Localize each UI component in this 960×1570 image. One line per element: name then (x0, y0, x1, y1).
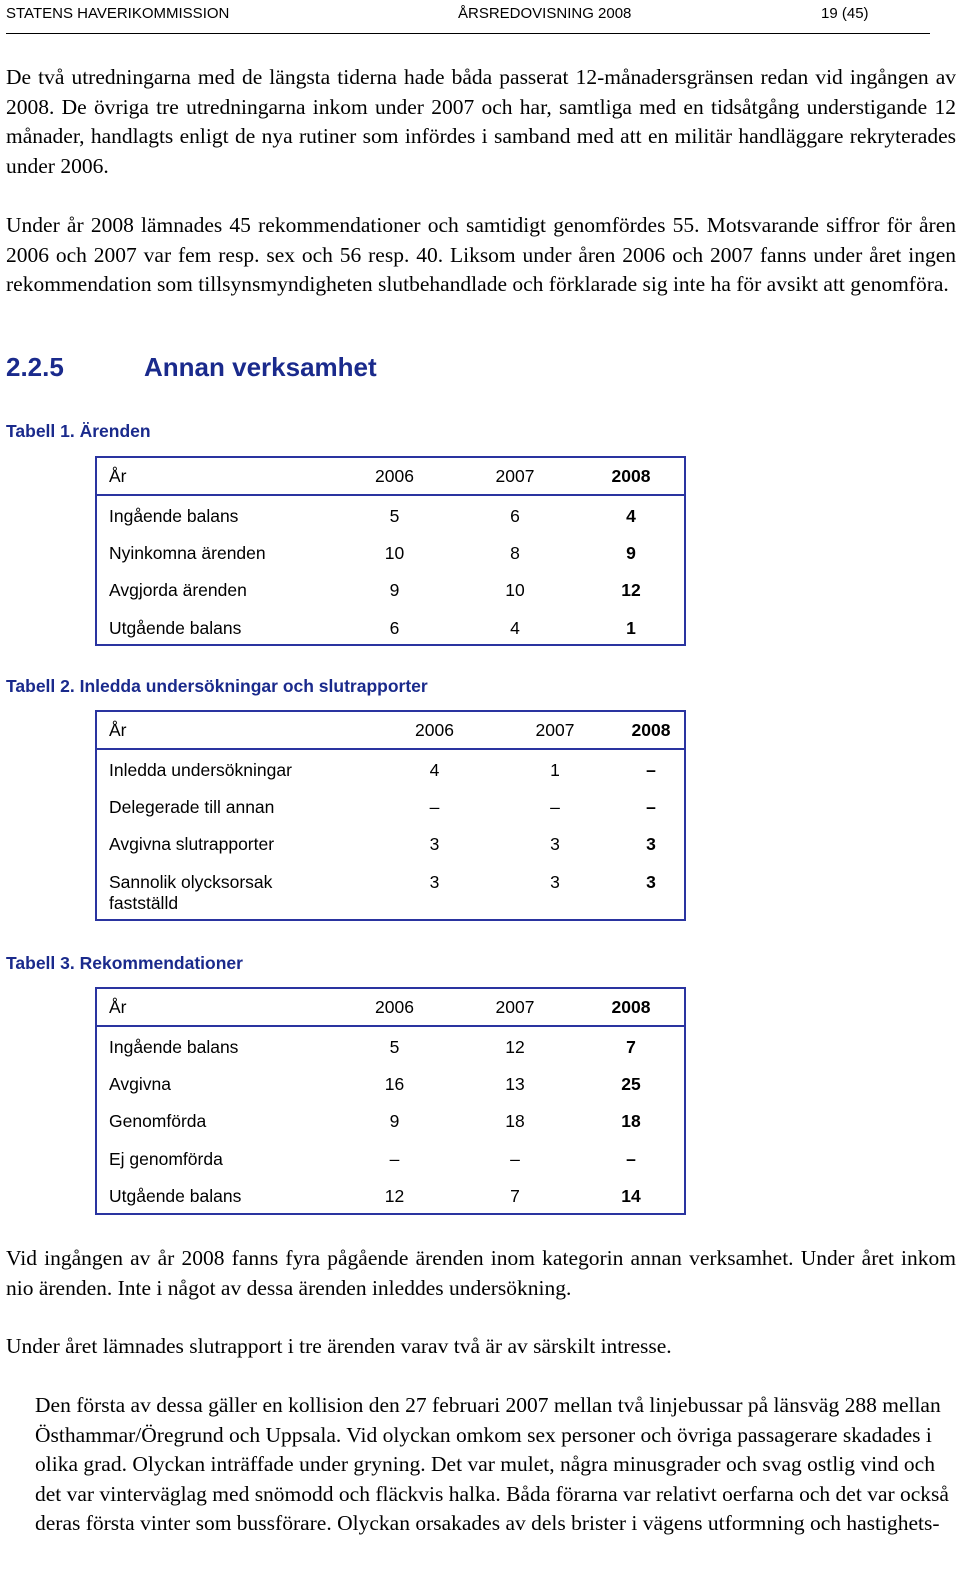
table-row (96, 862, 685, 920)
row-label: Ingående balans (109, 506, 239, 526)
header-cell: År (109, 465, 127, 486)
header-cell: 2008 (611, 996, 651, 1017)
table-row (96, 824, 685, 862)
table-cell: 8 (510, 542, 520, 563)
row-label: Ingående balans (109, 1037, 239, 1057)
header-cell: 2008 (611, 465, 651, 486)
header-cell: År (109, 996, 127, 1017)
table-cell: 3 (429, 871, 440, 892)
header-cell: 2006 (415, 719, 454, 740)
table-cell: 1 (626, 617, 636, 638)
paragraph-bus-collision: Den första av dessa gäller en kollision den 27 februari 2007 mellan två linjebussar på länsväg 288 mellan Östhammar/Öregrund och Uppsala. Vid olyckan omkom sex personer och övriga passagerare skadades i olika grad. Olyckan inträffade under gryning. Det var mulet, några minusgrader och svag ostlig vind och det var vinterväglag med snömodd och fläckvis halka. Båda förarna var relativt oerfarna och det var också deras första vinter som bussförare. Olyckan orsakades av dels brister i vägens utformning och hastighets- (35, 1393, 949, 1535)
table-cell: 13 (505, 1073, 525, 1094)
table-cell: 3 (646, 834, 656, 854)
row-label: Nyinkomna ärenden (109, 542, 266, 563)
row-label: Avgivna slutrapporter (109, 834, 275, 854)
table-cell: – (389, 1148, 400, 1169)
header-cell: 2006 (375, 465, 414, 486)
table-cell: 9 (389, 580, 400, 600)
table-cell: 3 (646, 871, 656, 892)
table-cell: 4 (626, 506, 636, 526)
table-row (96, 570, 685, 608)
header-organization: STATENS HAVERIKOMMISSION (6, 5, 230, 22)
table-cell: 3 (429, 834, 440, 854)
header-cell: 2007 (495, 996, 535, 1017)
table1-caption: Tabell 1. Ärenden (6, 421, 151, 441)
table-cell: 4 (429, 760, 440, 780)
table3-rekommendationer (95, 987, 686, 1215)
page-header (6, 3, 930, 34)
row-label: Inledda undersökningar (109, 760, 292, 780)
table-row (96, 608, 685, 646)
row-label: Genomförda (109, 1111, 207, 1131)
table-cell: 7 (626, 1037, 636, 1057)
table-cell: 5 (389, 1037, 400, 1057)
row-label: Ej genomförda (109, 1148, 223, 1169)
table-cell: 12 (384, 1186, 405, 1206)
row-label: Utgående balans (109, 1186, 242, 1206)
header-cell: 2007 (535, 719, 575, 740)
table-row (96, 749, 685, 787)
section-title: Annan verksamhet (144, 352, 377, 382)
table3-caption: Tabell 3. Rekommendationer (6, 953, 243, 973)
table-cell: 9 (626, 542, 636, 563)
table-cell: – (646, 760, 656, 780)
row-label: Avgjorda ärenden (109, 580, 247, 600)
header-page-number: 19 (45) (821, 5, 869, 22)
table-cell: – (646, 796, 656, 817)
table2-caption: Tabell 2. Inledda undersökningar och slutrapporter (6, 676, 428, 696)
paragraph-investigations: De två utredningarna med de längsta tiderna hade båda passerat 12-månadersgränsen redan vid ingången av 2008. De övriga tre utredningarna inkom under 2007 och har, samtliga med en tidsåtgång understigande 12 månader, handlagts enligt de nya rutiner som infördes i samband med att en militär handläggare rekryterades under 2006. (6, 65, 956, 178)
table-header-row (96, 988, 685, 1026)
section-number: 2.2.5 (6, 352, 64, 382)
table-cell: 3 (550, 871, 560, 892)
row-label: Sannolik olycksorsak fastställd (109, 871, 273, 913)
table-cell: 10 (505, 580, 525, 600)
table-cell: 12 (505, 1037, 525, 1057)
header-document-title: ÅRSREDOVISNING 2008 (458, 5, 632, 22)
table-cell: 1 (550, 760, 560, 780)
table2-undersokningar (95, 710, 686, 921)
row-label: Utgående balans (109, 617, 242, 638)
table-row (96, 1026, 685, 1064)
row-label: Avgivna (109, 1073, 171, 1094)
table-cell: – (550, 796, 560, 817)
row-label: Delegerade till annan (109, 796, 275, 817)
table-row (96, 533, 685, 571)
table-cell: 7 (510, 1186, 520, 1206)
table-cell: 9 (389, 1111, 400, 1131)
table-cell: 6 (389, 617, 400, 638)
paragraph-other-activities: Vid ingången av år 2008 fanns fyra pågående ärenden inom kategorin annan verksamhet. Under året inkom nio ärenden. Inte i något av dessa ärenden inleddes undersökning. (6, 1246, 956, 1300)
table1-arenden (95, 456, 686, 646)
table-cell: – (510, 1148, 520, 1169)
table-row (96, 1176, 685, 1214)
table-cell: – (429, 796, 440, 817)
table-cell: – (626, 1148, 636, 1169)
table-row (96, 495, 685, 533)
header-cell: 2006 (375, 996, 414, 1017)
table-cell: 14 (621, 1186, 641, 1206)
table-cell: 25 (621, 1073, 641, 1094)
table-cell: 10 (384, 542, 405, 563)
table-cell: 16 (384, 1073, 405, 1094)
table-row (96, 1064, 685, 1102)
table-cell: 6 (510, 506, 520, 526)
table-header-row (96, 711, 685, 749)
table-row (96, 1139, 685, 1177)
table-cell: 12 (621, 580, 641, 600)
table-cell: 5 (389, 506, 400, 526)
table-cell: 3 (550, 834, 560, 854)
header-cell: År (109, 719, 127, 740)
paragraph-recommendations: Under år 2008 lämnades 45 rekommendationer och samtidigt genomfördes 55. Motsvarande siffror för åren 2006 och 2007 var fem resp. sex och 56 resp. 40. Liksom under åren 2006 och 2007 fanns under året ingen rekommendation som tillsynsmyndigheten slutbehandlade och förklarade sig inte ha för avsikt att genomföra. (6, 213, 956, 296)
table-header-row (96, 457, 685, 495)
table-cell: 18 (621, 1111, 641, 1131)
table-cell: 4 (510, 617, 520, 638)
header-cell: 2008 (631, 719, 671, 740)
paragraph-final-reports: Under året lämnades slutrapport i tre ärenden varav två är av särskilt intresse. (6, 1334, 672, 1358)
table-row (96, 1101, 685, 1139)
header-cell: 2007 (495, 465, 535, 486)
table-row (96, 787, 685, 825)
table-cell: 18 (505, 1111, 525, 1131)
